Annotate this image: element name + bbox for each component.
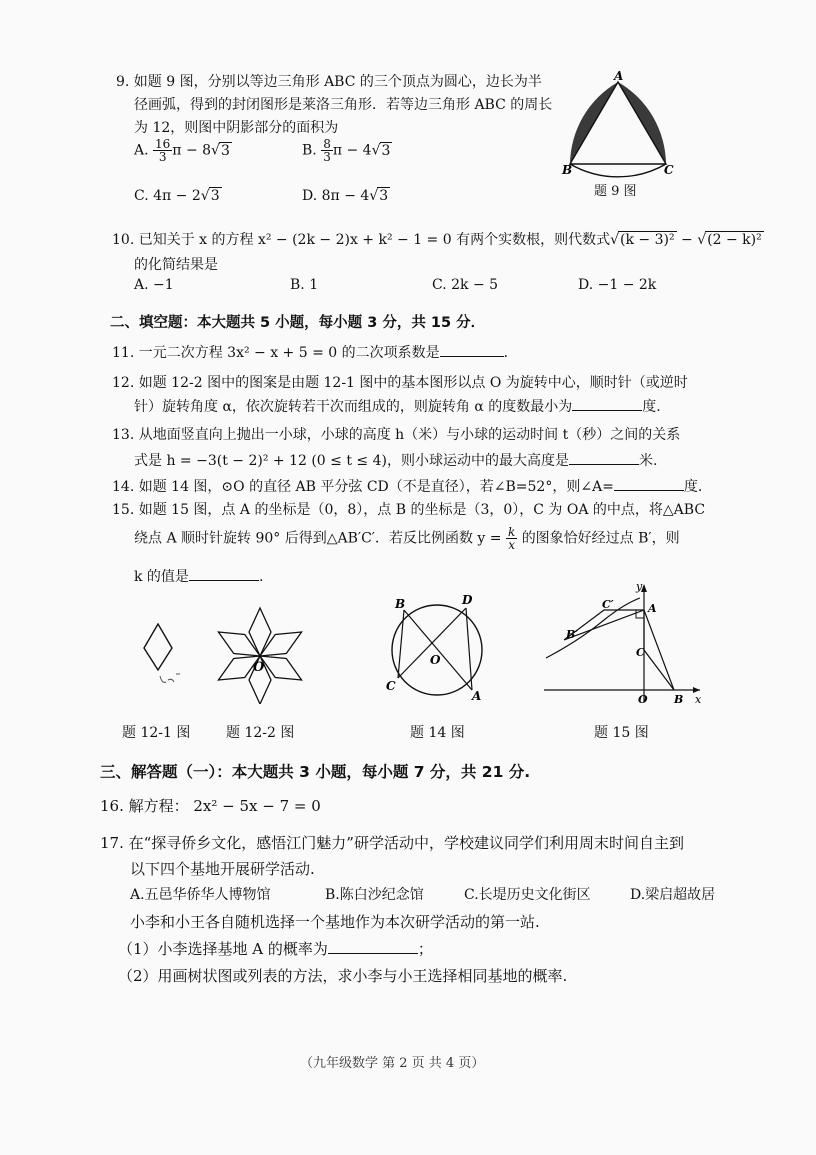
label-b: B (562, 163, 573, 177)
q17-option-a: A.五邑华侨华人博物馆 (130, 887, 271, 903)
caption-15: 题 15 图 (594, 725, 649, 741)
q13-line2: 式是 h = −3(t − 2)² + 12 (0 ≤ t ≤ 4)，则小球运动中的最大高度是 米. (134, 450, 657, 470)
q17-line2: 以下四个基地开展研学活动. (130, 860, 315, 878)
section-2-heading: 二、填空题：本大题共 5 小题，每小题 3 分，共 15 分． (110, 315, 486, 331)
q15-answer-blank[interactable] (189, 566, 259, 581)
label-x: x (695, 693, 702, 706)
petal (249, 608, 271, 656)
chord-bc (398, 610, 404, 678)
q10-line1: 10. 已知关于 x 的方程 x² − (2k − 2)x + k² − 1 = 0 有两个实数根，则代数式√(k − 3)² − √(2 − k)² (112, 232, 762, 248)
label-o: O (638, 693, 648, 706)
q9-option-a: A. $\frac{16}{3}$ π − 8√3 (134, 137, 230, 164)
label-c: C (386, 679, 396, 693)
label-c: C (636, 646, 645, 659)
q17-line3: 小李和小王各自随机选择一个基地作为本次研学活动的第一站. (130, 913, 540, 931)
q11-text: 11. 一元二次方程 3x² − x + 5 = 0 的二次项系数是 ． (112, 342, 518, 362)
label-c-prime: C′ (602, 598, 614, 611)
q15-line2: 绕点 A 顺时针旋转 90° 后得到△AB′C′．若反比例函数 y = $\frac{k}{x}$ 的图象恰好经过点 B′，则 (134, 525, 680, 552)
q17-sub1: （1）小李选择基地 A 的概率为 ； (118, 940, 433, 958)
caption-14: 题 14 图 (410, 725, 465, 741)
label-o: O (430, 653, 441, 667)
q17-option-c: C.长堤历史文化街区 (464, 887, 591, 903)
q13-answer-blank[interactable] (569, 450, 639, 465)
q9-option-b-fraction: $\frac{8}{3}$ (323, 137, 331, 164)
q10-option-a: A. −1 (134, 277, 174, 293)
triangle-abc (644, 610, 674, 690)
q9-option-b: B. $\frac{8}{3}$ π − 4√3 (302, 137, 391, 164)
label-b: B (674, 693, 684, 706)
q9-line2: 径画弧，得到的封闭图形是莱洛三角形．若等边三角形 ABC 的周长 (134, 97, 553, 113)
q12-line1: 12. 如题 12-2 图中的图案是由题 12-1 图中的基本图形以点 O 为旋转中心，顺时针（或逆时 (112, 375, 688, 391)
figure-14-circle (382, 592, 492, 712)
label-b-prime: B′ (566, 628, 579, 641)
q9-option-c: C. 4π − 2√3 (134, 188, 220, 204)
caption-12-2: 题 12-2 图 (226, 725, 295, 741)
hyperbola-curve (546, 598, 640, 658)
q11-answer-blank[interactable] (440, 342, 504, 357)
q9-line1: 9. 如题 9 图，分别以等边三角形 ABC 的三个顶点为圆心，边长为半 (116, 74, 542, 90)
figure-12-2-star-pattern (212, 600, 308, 704)
pencil-scribble (160, 674, 180, 682)
caption-12-1: 题 12-1 图 (122, 725, 191, 741)
label-c: C (664, 163, 674, 177)
q17-sub2: （2）用画树状图或列表的方法，求小李与小王选择相同基地的概率. (118, 967, 568, 985)
figure-12-1-rhombus (130, 618, 190, 698)
q9-option-a-fraction: $\frac{16}{3}$ (155, 137, 171, 164)
q14-answer-blank[interactable] (614, 476, 684, 491)
q13-line1: 13. 从地面竖直向上抛出一小球，小球的高度 h（米）与小球的运动时间 t（秒）之间的关系 (112, 427, 681, 443)
figure-15-coordinate-plot (540, 580, 710, 710)
q17-option-b: B.陈白沙纪念馆 (325, 887, 424, 903)
q17-sub1-answer-blank[interactable] (328, 939, 418, 954)
q15-fraction: $\frac{k}{x}$ (507, 525, 516, 552)
q15-line1: 15. 如题 15 图，点 A 的坐标是（0，8），点 B 的坐标是（3，0），C 为 OA 的中点，将△ABC (112, 502, 706, 518)
q10-option-c: C. 2k − 5 (432, 277, 499, 293)
q17-line1: 17. 在“探寻侨乡文化，感悟江门魅力”研学活动中，学校建议同学们利用周末时间自主到 (100, 834, 684, 852)
q17-option-d: D.梁启超故居 (630, 887, 716, 903)
q10-line2: 的化简结果是 (134, 257, 218, 273)
label-a: A (614, 70, 624, 83)
label-o: O (253, 660, 265, 675)
q14-text: 14. 如题 14 图，⊙O 的直径 AB 平分弦 CD（不是直径），若∠B=52°，则∠A= 度. (112, 476, 702, 496)
label-d: D (462, 593, 473, 607)
page-footer: （九年级数学 第 2 页 共 4 页） (300, 1056, 485, 1071)
q10-option-b: B. 1 (290, 277, 319, 293)
q9-option-d: D. 8π − 4√3 (302, 188, 389, 204)
section-3-heading: 三、解答题（一）：本大题共 3 小题，每小题 7 分，共 21 分. (100, 763, 531, 781)
label-b: B (395, 597, 406, 611)
diameter-ab (404, 610, 472, 690)
q9-line3: 为 12，则图中阴影部分的面积为 (134, 120, 339, 136)
q10-option-d: D. −1 − 2k (578, 277, 657, 293)
label-a: A (648, 602, 657, 615)
label-a: A (472, 689, 482, 703)
arc-bc (570, 164, 666, 177)
rhombus (144, 624, 172, 670)
q15-line3: k 的值是 . (134, 566, 263, 586)
figure-9-caption: 题 9 图 (594, 184, 637, 199)
label-y: y (636, 580, 643, 593)
q12-answer-blank[interactable] (572, 396, 642, 411)
q16-text: 16. 解方程： 2x² − 5x − 7 = 0 (100, 797, 321, 815)
chord-cd (398, 608, 466, 678)
q12-line2: 针）旋转角度 α，依次旋转若干次而组成的，则旋转角 α 的度数最小为 度. (134, 396, 661, 416)
